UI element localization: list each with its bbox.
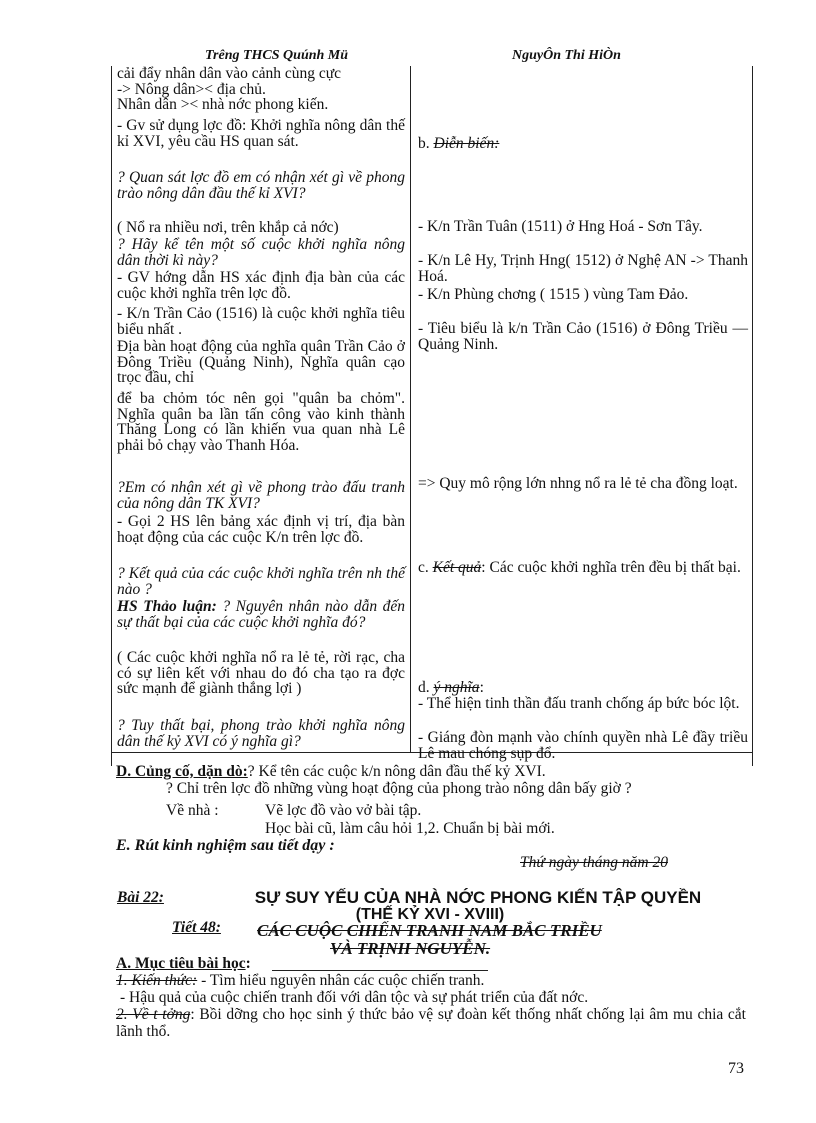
dienbien-label: Diễn biến:	[433, 135, 500, 152]
kienthuc-line	[116, 972, 756, 989]
vetong-text: : Bồi dỡng cho học sinh ý thức bảo vệ sự đoàn kết thống nhất chống lại âm mu chia cắt lãnh thổ.	[116, 1006, 746, 1040]
kienthuc-text: - Tìm hiểu nguyên nhân các cuộc chiến tranh.	[197, 972, 485, 989]
table-cell: để ba chỏm tóc nên gọi "quân ba chỏm". Nghĩa quân ba lần tấn công vào kinh thành Thăng Long có lần khiến vua quan nhà Lê phải bỏ chạy vào Thanh Hóa.	[117, 390, 405, 454]
table-cell: - Gv sử dụng lợc đồ: Khởi nghĩa nông dân thế kỉ XVI, yêu cầu HS quan sát.	[117, 117, 405, 150]
ketqua	[418, 560, 741, 576]
cungco-text: ? Kể tên các cuộc k/n nông dân đầu thế kỷ XVI.	[247, 763, 546, 780]
rutkinh-heading: E. Rút kinh nghiệm sau tiết dạy :	[116, 837, 335, 854]
lesson-table	[111, 66, 753, 766]
table-cell: cải đẩy nhân dân vào cảnh cùng cực -> Nông dân>< địa chủ. Nhân dân >< nhà nớc phong kiến.	[117, 65, 342, 113]
answer: ( Nổ ra nhiều nơi, trên khắp cả nớc)	[117, 219, 339, 236]
table-cell: - GV hớng dẫn HS xác định địa bàn của các cuộc khởi nghĩa trên lợc đồ.	[117, 269, 405, 302]
heading-prefix: b.	[418, 135, 434, 152]
table-cell: - Gọi 2 HS lên bảng xác định vị trí, địa bàn hoạt động của các cuộc K/n trên lợc đồ.	[117, 513, 405, 546]
list-item: - Giáng đòn mạnh vào chính quyền nhà Lê đầy triều Lê mau chóng sụp đổ.	[418, 729, 748, 762]
question: ? Quan sát lợc đồ em có nhận xét gì về phong trào nông dân đầu thế kỉ XVI?	[117, 169, 405, 202]
ynghia-label: ý nghĩa	[433, 679, 480, 696]
colon: :	[479, 679, 484, 696]
venha-item: Học bài cũ, làm câu hỏi 1,2. Chuẩn bị bài mới.	[265, 820, 555, 837]
kienthuc-line: - Hậu quả của cuộc chiến tranh đối với dân tộc và sự phát triển của đất nớc.	[120, 989, 589, 1006]
lesson-title: SỰ SUY YẾU CỦA NHÀ NỚC PHONG KIẾN TẬP QUYỀN	[254, 888, 702, 907]
question: ? Tuy thất bại, phong trào khởi nghĩa nông dân thế kỷ XVI có ý nghĩa gì?	[117, 717, 405, 750]
tiet-title: VÀ TRỊNH NGUYỄN.	[330, 939, 491, 958]
list-item: - K/n Phùng chơng ( 1515 ) vùng Tam Đảo.	[418, 286, 689, 303]
table-cell: - K/n Trần Cảo (1516) là cuộc khởi nghĩa tiêu biểu nhất .	[117, 305, 405, 338]
discussion-label: HS Thảo luận:	[117, 598, 217, 615]
answer: ( Các cuộc khởi nghĩa nổ ra lẻ tẻ, rời rạc, cha có sự liên kết với nhau do đó cha tạo ra đợc sức mạnh để giành thắng lợi )	[117, 649, 405, 697]
cungco-label: D. Củng cố, dặn dò:	[116, 763, 248, 780]
heading-rule	[272, 970, 488, 971]
column-divider	[410, 66, 411, 752]
page-number: 73	[728, 1060, 744, 1077]
kienthuc-label: 1. Kiến thức:	[116, 972, 198, 989]
venha-label: Về nhà :	[166, 802, 219, 819]
quymo-note: => Quy mô rộng lớn nhng nổ ra lẻ tẻ cha đồng loạt.	[418, 475, 738, 492]
dienbien-heading	[418, 136, 499, 152]
heading-prefix: d.	[418, 679, 434, 696]
discussion-question: ? Nguyên nhân nào dẫn đến sự thất bại của các cuộc khởi nghĩa đó?	[117, 598, 405, 631]
tiet-number: Tiết 48:	[172, 919, 221, 936]
question: ? Hãy kể tên một số cuộc khởi nghĩa nông dân thời kì này?	[117, 236, 405, 269]
question: ? Kết quả của các cuộc khởi nghĩa trên nh thế nào ?	[117, 565, 405, 598]
venha-item: Vẽ lợc đồ vào vở bài tập.	[265, 802, 422, 819]
list-item: - Thể hiện tinh thần đấu tranh chống áp bức bóc lột.	[418, 695, 740, 712]
vetong-label: 2. Về t tởng	[116, 1006, 191, 1023]
ketqua-label: Kết quả	[432, 559, 482, 576]
vetong-line	[116, 1006, 746, 1040]
lesson-number: Bài 22:	[117, 889, 164, 906]
ketqua-text: : Các cuộc khởi nghĩa trên đều bị thất bại.	[481, 559, 741, 576]
list-item: - K/n Trần Tuân (1511) ở Hng Hoá - Sơn Tây.	[418, 218, 703, 235]
heading-prefix: c.	[418, 559, 433, 576]
colon: :	[245, 955, 251, 972]
lesson-subtitle: (THẾ KỶ XVI - XVIII)	[355, 906, 505, 923]
table-cell: Địa bàn hoạt động của nghĩa quân Trần Cảo ở Đông Triều (Quảng Ninh), Nghĩa quân cạo trọc đầu, chỉ	[117, 338, 405, 386]
teacher-name: NguyÔn Thi HiÒn	[512, 48, 621, 63]
discussion	[117, 599, 405, 630]
school-name: Trêng THCS Quúnh Mü	[205, 48, 349, 63]
muctieu-label: A. Mục tiêu bài học	[116, 955, 246, 972]
list-item: - Tiêu biểu là k/n Trần Cảo (1516) ở Đông Triều — Quảng Ninh.	[418, 320, 748, 353]
question: ?Em có nhận xét gì về phong trào đấu tranh của nông dân TK XVI?	[117, 479, 405, 512]
date-line: Thứ ngày tháng năm 20	[520, 854, 668, 871]
cungco-line	[116, 763, 756, 780]
cungco-line: ? Chỉ trên lợc đồ những vùng hoạt động của phong trào nông dân bấy giờ ?	[166, 780, 632, 797]
tiet-title: CÁC CUỘC CHIẾN TRANH NAM BẮC TRIỀU	[257, 921, 602, 940]
ynghia-heading	[418, 680, 484, 696]
list-item: - K/n Lê Hy, Trịnh Hng( 1512) ở Nghệ AN -> Thanh Hoá.	[418, 252, 748, 285]
